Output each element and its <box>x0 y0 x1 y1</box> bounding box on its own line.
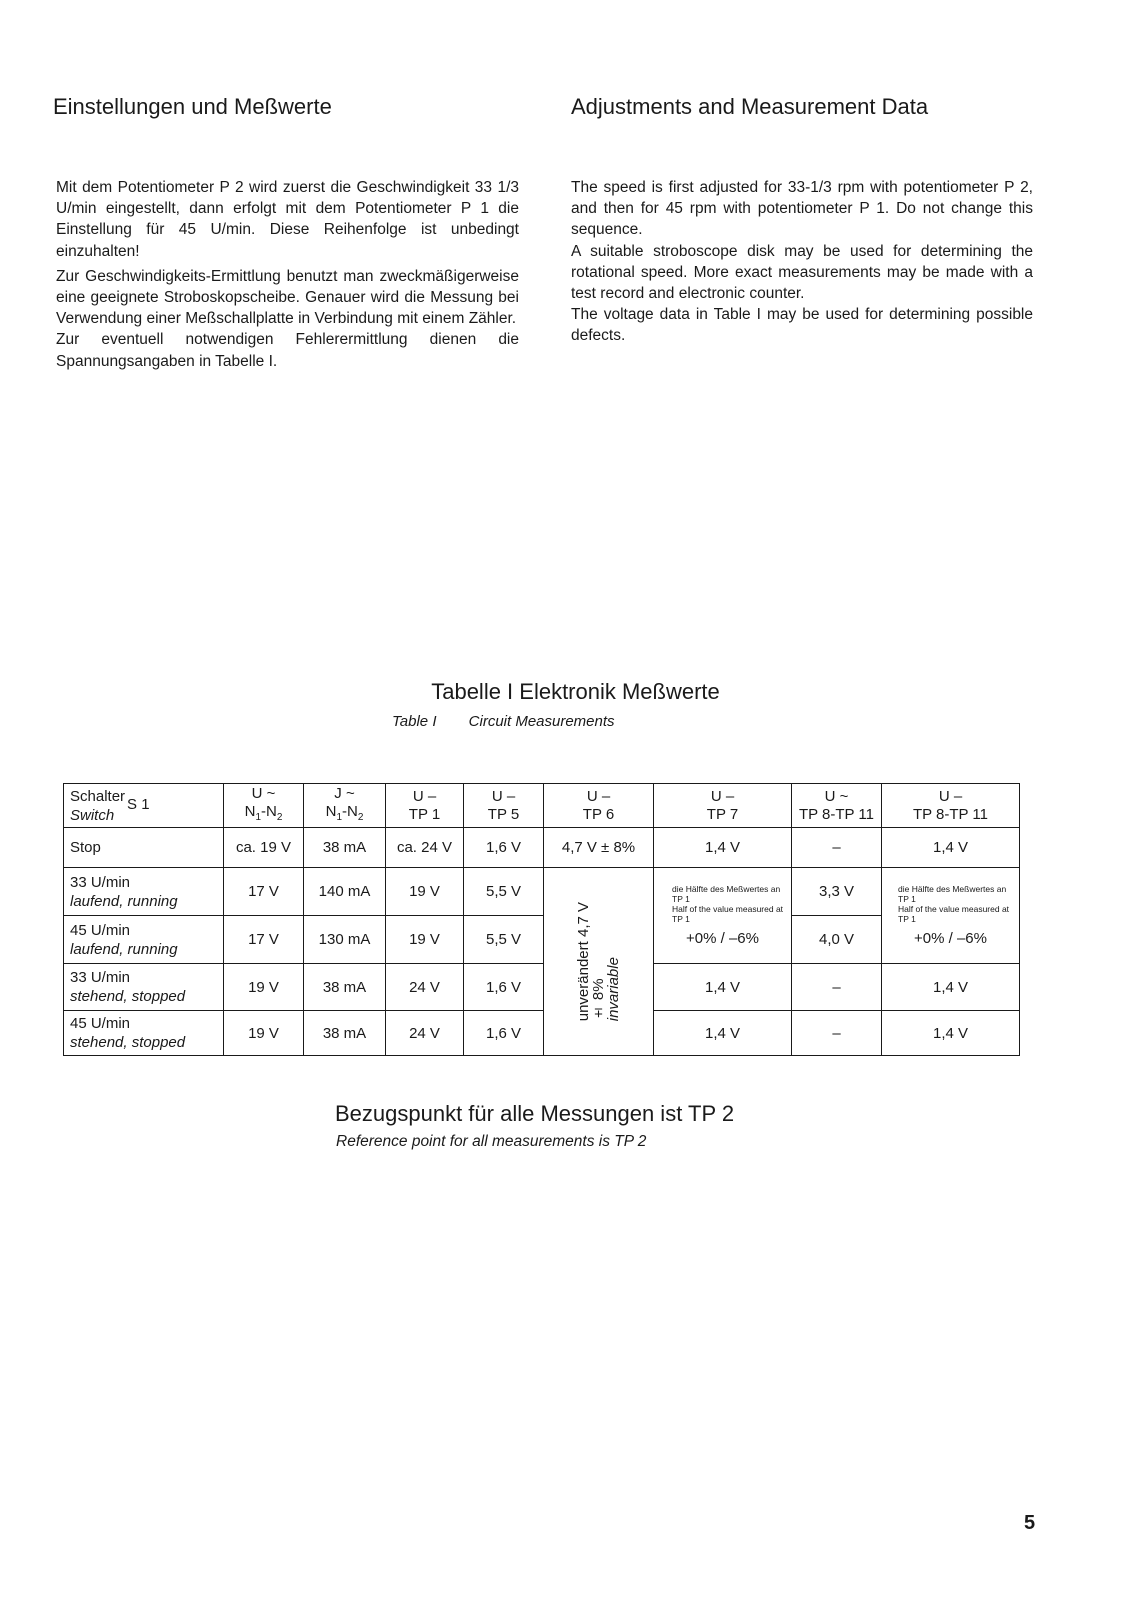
header-switch: Schalter S 1 Switch <box>64 784 224 828</box>
header-cell: U – TP 7 <box>654 784 792 828</box>
table-cell: 1,4 V <box>654 964 792 1011</box>
table-cell: 24 V <box>386 1011 464 1056</box>
table-cell: 19 V <box>386 916 464 964</box>
paragraph: Zur eventuell notwendigen Fehlerermittlung dienen die Spannungsangaben in Tabelle I. <box>56 331 519 370</box>
paragraph: Zur Geschwindigkeits-Ermittlung benutzt man zweckmäßigerweise eine geeignete Stroboskopscheibe. Genauer wird die Messung bei Verwendung einer Meßschallplatte in Verbindung mit einem Zähler. <box>56 267 519 328</box>
header-cell: U – TP 5 <box>464 784 544 828</box>
paragraph: Mit dem Potentiometer P 2 wird zuerst die Geschwindigkeit 33 1/3 U/min eingestellt, dann erfolgt mit dem Potentiometer P 1 die Einstellung für 45 U/min. Diese Reihenfolge ist unbedingt einzuhalten! <box>56 179 519 260</box>
table-cell: 38 mA <box>304 1011 386 1056</box>
table-cell: 1,4 V <box>882 828 1020 868</box>
table-row <box>64 1011 1020 1056</box>
measurement-table <box>63 783 1020 1056</box>
table-cell: ca. 24 V <box>386 828 464 868</box>
table-cell: 17 V <box>224 868 304 916</box>
table-row <box>64 828 1020 868</box>
row-label: 45 U/min stehend, stopped <box>64 1011 224 1056</box>
table-cell: 5,5 V <box>464 868 544 916</box>
paragraph: A suitable stroboscope disk may be used for determining the rotational speed. More exact measurements may be made with a test record and electronic counter. <box>571 242 1033 303</box>
tp7-running-note: die Hälfte des Meßwertes an TP 1 Half of the value measured at TP 1 +0% / –6% <box>654 868 792 964</box>
table-header-row <box>64 784 1020 828</box>
table-cell: 4,0 V <box>792 916 882 964</box>
tp8-11-running-note: die Hälfte des Meßwertes an TP 1 Half of the value measured at TP 1 +0% / –6% <box>882 868 1020 964</box>
header-cell: J ~ $N_1-N_2$ <box>304 784 386 828</box>
header-cell: U ~ $N_1-N_2$ <box>224 784 304 828</box>
table-row <box>64 868 1020 916</box>
table-cell: 17 V <box>224 916 304 964</box>
table-cell: 24 V <box>386 964 464 1011</box>
heading-de: Einstellungen und Meßwerte <box>53 94 332 119</box>
reference-note-de: Bezugspunkt für alle Messungen ist TP 2 <box>335 1101 735 1126</box>
table-cell: 1,4 V <box>654 828 792 868</box>
table-cell: – <box>792 964 882 1011</box>
table-cell: 1,6 V <box>464 828 544 868</box>
table-cell: 1,4 V <box>654 1011 792 1056</box>
table-cell: 130 mA <box>304 916 386 964</box>
row-label: 45 U/min laufend, running <box>64 916 224 964</box>
table-cell: 19 V <box>224 964 304 1011</box>
tp6-invariable-cell: unverändert 4,7 V ± 8% invariable <box>544 868 654 1056</box>
body-text-de <box>56 177 519 372</box>
table-cell: 140 mA <box>304 868 386 916</box>
body-text-en <box>571 177 1033 347</box>
table-cell: 1,6 V <box>464 964 544 1011</box>
table-subtitle <box>392 713 615 730</box>
table-cell: 38 mA <box>304 828 386 868</box>
table-cell: ca. 19 V <box>224 828 304 868</box>
table-subtitle-label: Table I <box>392 713 437 730</box>
row-label: Stop <box>64 828 224 868</box>
header-cell: U – TP 1 <box>386 784 464 828</box>
table-cell: 5,5 V <box>464 916 544 964</box>
table-cell: 1,4 V <box>882 1011 1020 1056</box>
table-row <box>64 964 1020 1011</box>
header-cell: U – TP 8-TP 11 <box>882 784 1020 828</box>
row-label: 33 U/min laufend, running <box>64 868 224 916</box>
header-cell: U – TP 6 <box>544 784 654 828</box>
table-cell: 19 V <box>386 868 464 916</box>
table-cell: 1,6 V <box>464 1011 544 1056</box>
table-row <box>64 916 1020 964</box>
table-subtitle-text: Circuit Measurements <box>468 713 615 730</box>
table-cell: – <box>792 1011 882 1056</box>
paragraph: The voltage data in Table I may be used for determining possible defects. <box>571 306 1033 345</box>
reference-note-en: Reference point for all measurements is TP 2 <box>336 1133 647 1150</box>
row-label: 33 U/min stehend, stopped <box>64 964 224 1011</box>
table-cell: 4,7 V ± 8% <box>544 828 654 868</box>
page-number: 5 <box>1024 1512 1036 1534</box>
table-cell: 3,3 V <box>792 868 882 916</box>
table-cell: 38 mA <box>304 964 386 1011</box>
header-cell: U ~ TP 8-TP 11 <box>792 784 882 828</box>
heading-en: Adjustments and Measurement Data <box>571 94 929 119</box>
table-cell: – <box>792 828 882 868</box>
table-title: Tabelle I Elektronik Meßwerte <box>431 679 720 704</box>
paragraph: The speed is first adjusted for 33-1/3 rpm with potentiometer P 2, and then for 45 rpm with potentiometer P 1. Do not change this sequence. <box>571 179 1033 239</box>
table-cell: 19 V <box>224 1011 304 1056</box>
table-cell: 1,4 V <box>882 964 1020 1011</box>
